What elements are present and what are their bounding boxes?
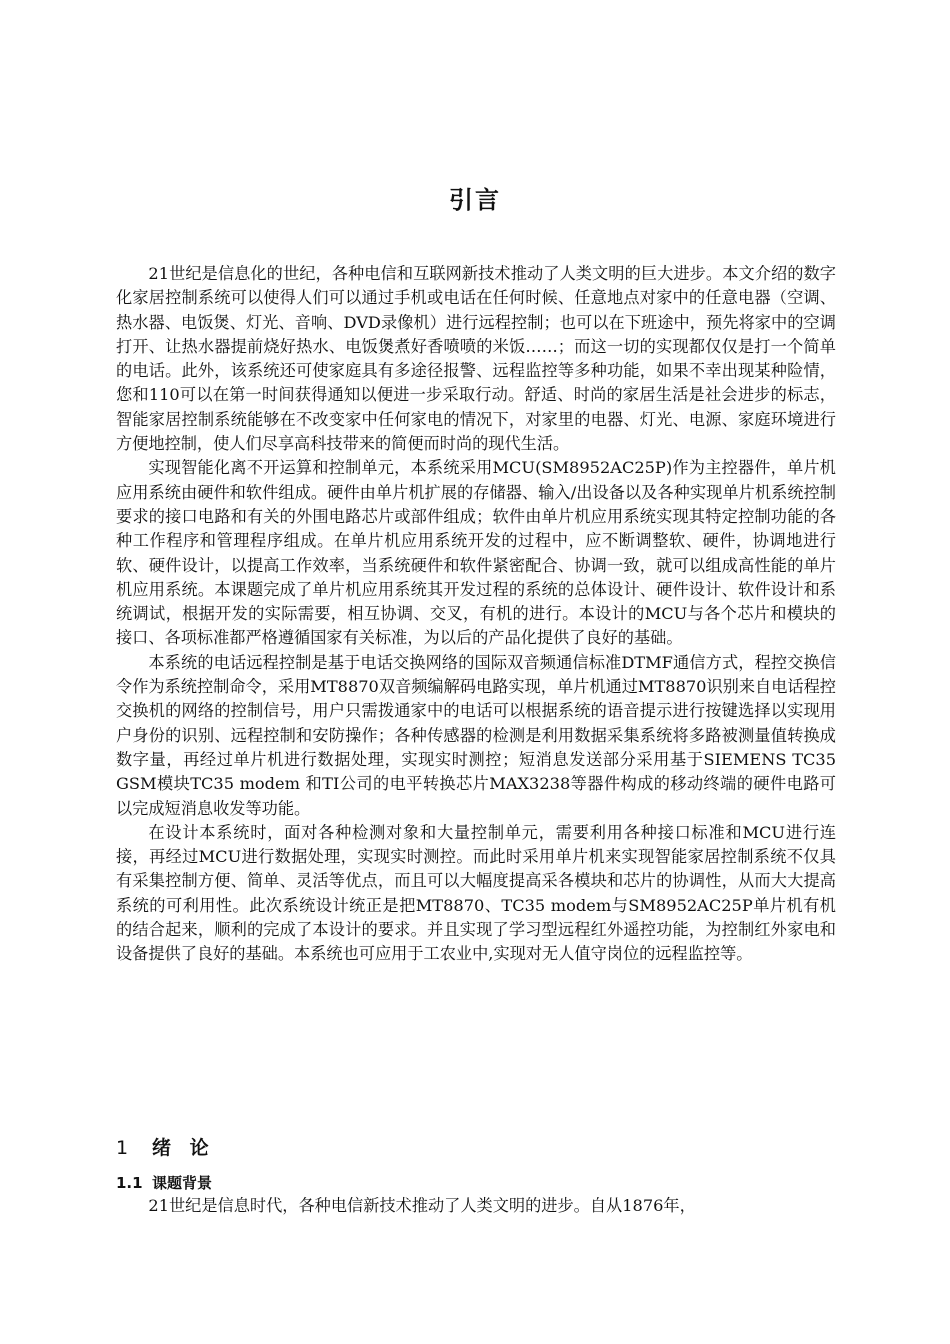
intro-paragraph-2: 实现智能化离不开运算和控制单元，本系统采用MCU(SM8952AC25P)作为主控器件，单片机应用系统由硬件和软件组成。硬件由单片机扩展的存储器、输入/出设备以及各种实现单片机系统控制要求的接口电路和有关的外围电路芯片或部件组成；软件由单片机应用系统实现其特定控制功能的各种工作程序和管理程序组成。在单片机应用系统开发的过程中，应不断调整软、硬件，协调地进行软、硬件设计，以提高工作效率，当系统硬件和软件紧密配合、协调一致，就可以组成高性能的单片机应用系统。本课题完成了单片机应用系统其开发过程的系统的总体设计、硬件设计、软件设计和系统调试，根据开发的实际需要，相互协调、交叉，有机的进行。本设计的MCU与各个芯片和模块的接口、各项标准都严格遵循国家有关标准，为以后的产品化提供了良好的基础。 xyxy=(116,458,836,648)
page-title: 引言 xyxy=(449,186,501,214)
section-body xyxy=(116,1194,836,1218)
chapter-heading xyxy=(116,1134,215,1162)
chapter-title: 绪 论 xyxy=(152,1137,215,1159)
intro-paragraph-4: 在设计本系统时，面对各种检测对象和大量控制单元，需要利用各种接口标准和MCU进行连接，再经过MCU进行数据处理，实现实时测控。而此时采用单片机来实现智能家居控制系统不仅具有采集控制方便、简单、灵活等优点，而且可以大幅度提高采各模块和芯片的协调性，从而大大提高系统的可利用性。此次系统设计统正是把MT8870、TC35 modem与SM8952AC25P单片机有机的结合起来，顺利的完成了本设计的要求。并且实现了学习型远程红外遥控功能，为控制红外家电和设备提供了良好的基础。本系统也可应用于工农业中,实现对无人值守岗位的远程监控等。 xyxy=(116,822,836,964)
section-heading xyxy=(116,1172,212,1194)
section-paragraph-1: 21世纪是信息时代，各种电信新技术推动了人类文明的进步。自从1876年， xyxy=(148,1196,696,1215)
section-number: 1.1 xyxy=(116,1174,143,1192)
intro-paragraph-3: 本系统的电话远程控制是基于电话交换网络的国际双音频通信标准DTMF通信方式，程控交换信令作为系统控制命令，采用MT8870双音频编解码电路实现，单片机通过MT8870识别来自电话程控交换机的网络的控制信号，用户只需拨通家中的电话可以根据系统的语音提示进行按键选择以实现用户身份的识别、远程控制和安防操作；各种传感器的检测是利用数据采集系统将多路被测量值转换成数字量，再经过单片机进行数据处理，实现实时测控；短消息发送部分采用基于SIEMENS TC35 GSM模块TC35 modem 和TI公司的电平转换芯片MAX3238等器件构成的移动终端的硬件电路可以完成短消息收发等功能。 xyxy=(116,652,836,818)
chapter-number: 1 xyxy=(116,1137,129,1159)
intro-body xyxy=(116,262,836,967)
section-title: 课题背景 xyxy=(152,1174,213,1192)
intro-paragraph-1: 21世纪是信息化的世纪，各种电信和互联网新技术推动了人类文明的巨大进步。本文介绍的数字化家居控制系统可以使得人们可以通过手机或电话在任何时候、任意地点对家中的任意电器（空调、热水器、电饭煲、灯光、音响、DVD录像机）进行远程控制；也可以在下班途中，预先将家中的空调打开、让热水器提前烧好热水、电饭煲煮好香喷喷的米饭……；而这一切的实现都仅仅是打一个简单的电话。此外，该系统还可使家庭具有多途径报警、远程监控等多种功能，如果不幸出现某种险情，您和110可以在第一时间获得通知以便进一步采取行动。舒适、时尚的家居生活是社会进步的标志，智能家居控制系统能够在不改变家中任何家电的情况下，对家里的电器、灯光、电源、家庭环境进行方便地控制，使人们尽享高科技带来的简便而时尚的现代生活。 xyxy=(116,264,836,454)
